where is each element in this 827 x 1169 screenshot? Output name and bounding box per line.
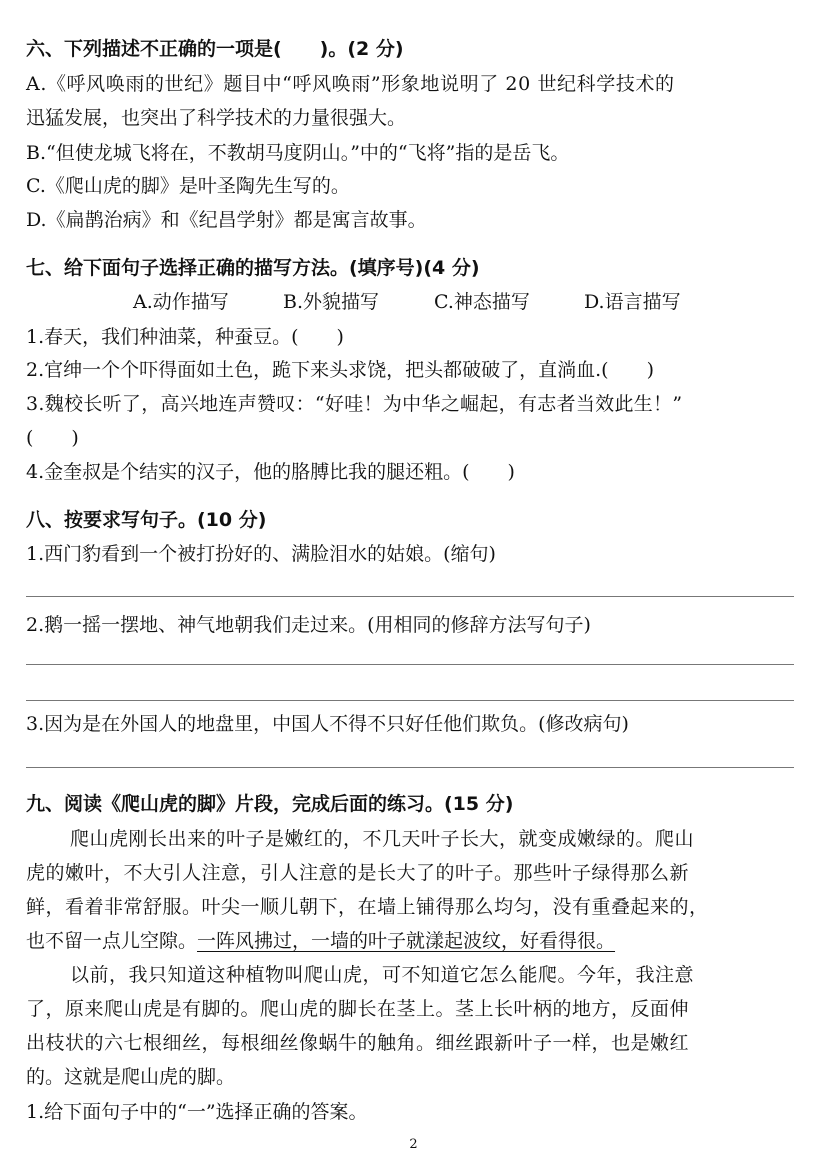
q6-option-d: D.《扁鹊治病》和《纪昌学射》都是寓言故事。 [26,209,427,231]
q7-option-b: B.外貌描写 [283,291,380,313]
passage-p1-line4 [26,928,615,954]
q9-subquestion-1: 1.给下面句子中的“一”选择正确的答案。 [26,1101,368,1123]
q8-task-1: 1.西门豹看到一个被打扮好的、满脸泪水的姑娘。(缩句) [26,543,496,565]
q6-option-b: B.“但使龙城飞将在，不教胡马度阴山。”中的“飞将”指的是岳飞。 [26,142,570,164]
q7-option-c: C.神态描写 [434,291,530,313]
q9-heading: 九、阅读《爬山虎的脚》片段，完成后面的练习。(15 分) [26,793,514,815]
q7-sentence-1: 1.春天，我们种油菜，种蚕豆。( ) [26,326,344,348]
q6-option-a-line1: A.《呼风唤雨的世纪》题目中“呼风唤雨”形象地说明了 20 世纪科学技术的 [26,73,675,95]
passage-p1-line1: 爬山虎刚长出来的叶子是嫩红的，不几天叶子长大，就变成嫩绿的。爬山 [70,828,695,850]
passage-p2-line2: 了，原来爬山虎是有脚的。爬山虎的脚长在茎上。茎上长叶柄的地方，反面伸 [26,998,690,1020]
q8-task-2: 2.鹅一摇一摆地、神气地朝我们走过来。(用相同的修辞方法写句子) [26,614,591,636]
passage-p1-line2: 虎的嫩叶，不大引人注意，引人注意的是长大了的叶子。那些叶子绿得那么新 [26,862,690,884]
q6-option-c: C.《爬山虎的脚》是叶圣陶先生写的。 [26,175,350,197]
passage-p2-line4: 的。这就是爬山虎的脚。 [26,1066,236,1088]
q8-answer-line-1[interactable] [26,596,794,597]
q6-option-a-line2: 迅猛发展，也突出了科学技术的力量很强大。 [26,107,407,129]
passage-p2-line1: 以前，我只知道这种植物叫爬山虎，可不知道它怎么能爬。今年，我注意 [70,964,695,986]
q7-heading: 七、给下面句子选择正确的描写方法。(填序号)(4 分) [26,257,480,279]
page-number: 2 [409,1137,418,1152]
passage-p2-line3: 出枝状的六七根细丝，每根细丝像蜗牛的触角。细丝跟新叶子一样，也是嫩红 [26,1032,690,1054]
q7-sentence-2: 2.官绅一个个吓得面如土色，跪下来头求饶，把头都破破了，直淌血.( ) [26,359,654,381]
passage-p1-line4-text: 也不留一点儿空隙。 [26,930,198,952]
q7-sentence-4: 4.金奎叔是个结实的汉子，他的胳膊比我的腿还粗。( ) [26,461,515,483]
q6-heading: 六、下列描述不正确的一项是( )。(2 分) [26,38,404,60]
q7-sentence-3-answer-paren: ( ) [26,427,79,449]
q8-answer-line-2a[interactable] [26,664,794,665]
q7-sentence-3-line1: 3.魏校长听了，高兴地连声赞叹：“好哇！为中华之崛起，有志者当效此生！” [26,393,683,415]
q8-answer-line-2b[interactable] [26,700,794,701]
passage-p1-line3: 鲜，看着非常舒服。叶尖一顺儿朝下，在墙上铺得那么均匀，没有重叠起来的， [26,896,709,918]
q8-task-3: 3.因为是在外国人的地盘里，中国人不得不只好任他们欺负。(修改病句) [26,713,629,735]
q8-heading: 八、按要求写句子。(10 分) [26,509,267,531]
q7-option-a: A.动作描写 [133,291,229,313]
q7-option-d: D.语言描写 [584,291,681,313]
q8-answer-line-3[interactable] [26,767,794,768]
underlined-sentence: 一阵风拂过，一墙的叶子就漾起波纹，好看得很。 [197,930,616,952]
